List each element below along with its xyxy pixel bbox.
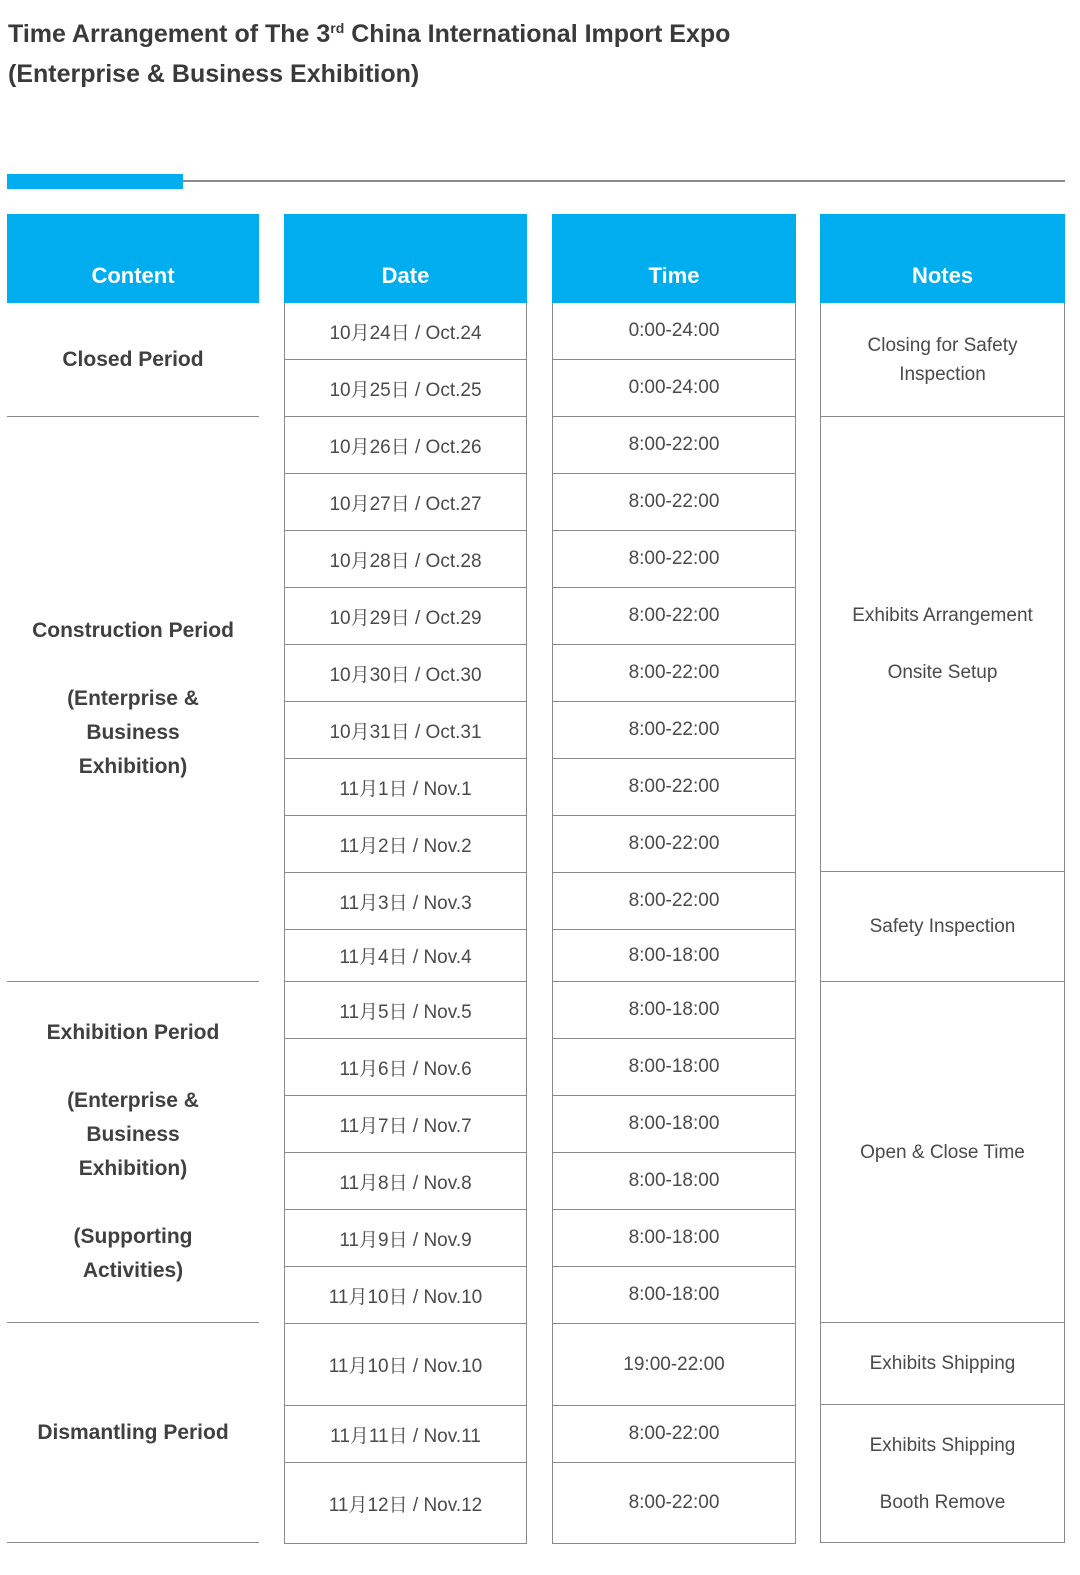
time-cell: 8:00-22:00 xyxy=(553,1406,795,1463)
time-cell: 8:00-18:00 xyxy=(553,1096,795,1153)
notes-header: Notes xyxy=(820,214,1065,303)
time-header: Time xyxy=(552,214,796,303)
dismantling-period-cell: Dismantling Period xyxy=(7,1323,259,1543)
content-column xyxy=(7,214,259,1543)
exhibition-period-cell: Exhibition Period (Enterprise & Business Exhibition) (Supporting Activities) xyxy=(7,982,259,1323)
date-cell: 10月24日 / Oct.24 xyxy=(285,303,526,360)
time-cell: 8:00-18:00 xyxy=(553,1153,795,1210)
date-body xyxy=(284,303,527,1544)
time-cell: 8:00-18:00 xyxy=(553,1210,795,1267)
date-cell: 11月10日 / Nov.10 xyxy=(285,1267,526,1324)
time-cell: 8:00-22:00 xyxy=(553,816,795,873)
time-cell: 0:00-24:00 xyxy=(553,303,795,360)
note-shipping-booth: Exhibits Shipping Booth Remove xyxy=(821,1405,1064,1543)
date-cell: 11月2日 / Nov.2 xyxy=(285,816,526,873)
page-title xyxy=(8,8,730,94)
note-arrangement-setup: Exhibits Arrangement Onsite Setup xyxy=(821,417,1064,872)
notes-column xyxy=(820,214,1065,1543)
date-cell: 11月4日 / Nov.4 xyxy=(285,930,526,982)
time-cell: 19:00-22:00 xyxy=(553,1324,795,1406)
time-cell: 8:00-22:00 xyxy=(553,702,795,759)
date-cell: 11月3日 / Nov.3 xyxy=(285,873,526,930)
closed-period-cell: Closed Period xyxy=(7,303,259,417)
note-safety: Safety Inspection xyxy=(821,872,1064,982)
date-cell: 11月9日 / Nov.9 xyxy=(285,1210,526,1267)
time-body xyxy=(552,303,796,1544)
date-cell: 11月10日 / Nov.10 xyxy=(285,1324,526,1406)
time-column xyxy=(552,214,796,1544)
time-cell: 8:00-22:00 xyxy=(553,1463,795,1544)
notes-body xyxy=(820,303,1065,1543)
date-cell: 10月28日 / Oct.28 xyxy=(285,531,526,588)
time-cell: 0:00-24:00 xyxy=(553,360,795,417)
time-cell: 8:00-18:00 xyxy=(553,1039,795,1096)
date-cell: 10月27日 / Oct.27 xyxy=(285,474,526,531)
note-shipping-1: Exhibits Shipping xyxy=(821,1323,1064,1405)
time-cell: 8:00-22:00 xyxy=(553,531,795,588)
content-header: Content xyxy=(7,214,259,303)
date-cell: 10月30日 / Oct.30 xyxy=(285,645,526,702)
time-cell: 8:00-18:00 xyxy=(553,930,795,982)
date-column xyxy=(284,214,527,1544)
date-cell: 11月8日 / Nov.8 xyxy=(285,1153,526,1210)
time-cell: 8:00-22:00 xyxy=(553,588,795,645)
time-cell: 8:00-22:00 xyxy=(553,759,795,816)
time-cell: 8:00-22:00 xyxy=(553,417,795,474)
note-open-close: Open & Close Time xyxy=(821,982,1064,1323)
date-header: Date xyxy=(284,214,527,303)
date-cell: 11月12日 / Nov.12 xyxy=(285,1463,526,1544)
title-line-2: (Enterprise & Business Exhibition) xyxy=(8,60,420,88)
date-cell: 11月5日 / Nov.5 xyxy=(285,982,526,1039)
construction-period-cell: Construction Period (Enterprise & Business Exhibition) xyxy=(7,417,259,982)
time-cell: 8:00-22:00 xyxy=(553,474,795,531)
date-cell: 11月6日 / Nov.6 xyxy=(285,1039,526,1096)
accent-bar xyxy=(7,174,183,189)
title-line-1: Time Arrangement of The 3rd China International Import Expo xyxy=(8,20,731,48)
time-cell: 8:00-22:00 xyxy=(553,873,795,930)
time-cell: 8:00-18:00 xyxy=(553,982,795,1039)
date-cell: 10月31日 / Oct.31 xyxy=(285,702,526,759)
date-cell: 10月26日 / Oct.26 xyxy=(285,417,526,474)
date-cell: 10月25日 / Oct.25 xyxy=(285,360,526,417)
date-cell: 11月11日 / Nov.11 xyxy=(285,1406,526,1463)
time-cell: 8:00-18:00 xyxy=(553,1267,795,1324)
time-cell: 8:00-22:00 xyxy=(553,645,795,702)
date-cell: 10月29日 / Oct.29 xyxy=(285,588,526,645)
date-cell: 11月1日 / Nov.1 xyxy=(285,759,526,816)
date-cell: 11月7日 / Nov.7 xyxy=(285,1096,526,1153)
header-rule xyxy=(183,180,1065,182)
note-closing: Closing for Safety Inspection xyxy=(821,303,1064,417)
